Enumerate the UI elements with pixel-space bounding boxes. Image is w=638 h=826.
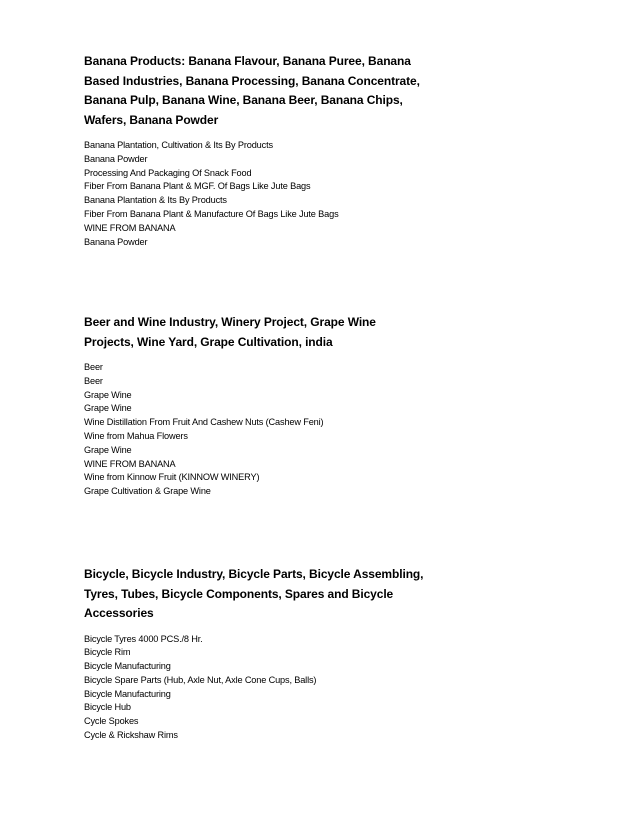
list-item: Bicycle Tyres 4000 PCS./8 Hr. [84,633,203,644]
title-line: Based Industries, Banana Processing, Banana Concentrate, [84,73,420,88]
section-beer-wine [84,313,544,499]
title-line: Banana Pulp, Banana Wine, Banana Beer, Banana Chips, [84,93,403,107]
list-item: Bicycle Manufacturing [84,661,171,672]
list-item: Grape Wine [84,403,132,414]
item-list [84,633,544,743]
list-item: Banana Powder [84,153,148,164]
list-item: Bicycle Manufacturing [84,688,171,699]
list-item: WINE FROM BANANA [84,222,176,233]
list-item: Fiber From Banana Plant & MGF. Of Bags Like Jute Bags [84,181,311,192]
list-item: Grape Wine [84,444,132,455]
list-item: Wine Distillation From Fruit And Cashew Nuts (Cashew Feni) [84,417,324,428]
list-item: Beer [84,362,103,372]
section-title [84,52,544,130]
section-bicycle [84,565,544,743]
title-line: Tyres, Tubes, Bicycle Components, Spares and Bicycle [84,586,394,601]
list-item: Grape Wine [84,389,132,400]
section-title [84,313,544,352]
title-line: Wafers, Banana Powder [84,112,219,127]
list-item: Bicycle Spare Parts (Hub, Axle Nut, Axle Cone Cups, Balls) [84,674,317,685]
title-line: Accessories [84,606,154,620]
list-item: Banana Powder [84,236,148,247]
list-item: Cycle & Rickshaw Rims [84,730,178,741]
title-line: Beer and Wine Industry, Winery Project, Grape Wine [84,315,376,329]
item-list [84,361,544,499]
item-list [84,139,544,249]
list-item: WINE FROM BANANA [84,458,176,469]
list-item: Bicycle Rim [84,647,131,658]
title-line: Bicycle, Bicycle Industry, Bicycle Parts, Bicycle Assembling, [84,567,424,581]
list-item: Fiber From Banana Plant & Manufacture Of Bags Like Jute Bags [84,208,339,219]
list-item: Wine from Mahua Flowers [84,430,188,441]
section-banana [84,52,544,249]
list-item: Wine from Kinnow Fruit (KINNOW WINERY) [84,472,260,483]
list-item: Cycle Spokes [84,716,139,727]
list-item: Banana Plantation, Cultivation & Its By Products [84,140,273,150]
list-item: Bicycle Hub [84,702,131,713]
section-title [84,565,544,624]
list-item: Beer [84,375,103,386]
title-line: Projects, Wine Yard, Grape Cultivation, india [84,334,333,349]
list-item: Processing And Packaging Of Snack Food [84,167,252,178]
list-item: Banana Plantation & Its By Products [84,195,227,206]
title-line: Banana Products: Banana Flavour, Banana Puree, Banana [84,54,411,68]
list-item: Grape Cultivation & Grape Wine [84,486,211,497]
